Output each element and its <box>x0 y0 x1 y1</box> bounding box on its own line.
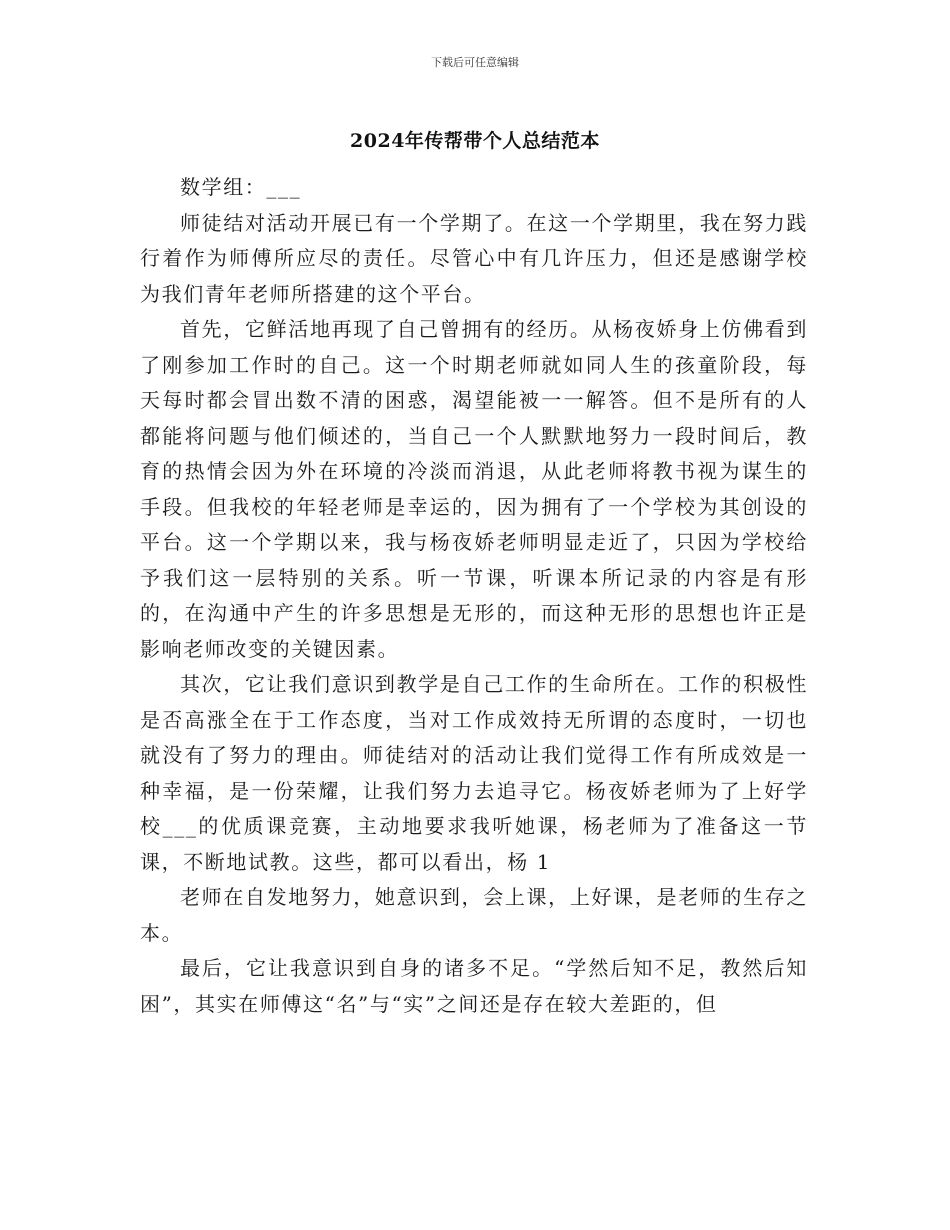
header-note: 下载后可任意编辑 <box>431 56 519 69</box>
document-body <box>140 170 808 1022</box>
paragraph: 最后，它让我意识到自身的诸多不足。“学然后知不足，教然后知困”，其实在师傅这“名”与“实”之间还是存在较大差距的，但 <box>140 956 808 1016</box>
paragraph: 师徒结对活动开展已有一个学期了。在这一个学期里，我在努力践行着作为师傅所应尽的责任。尽管心中有几许压力，但还是感谢学校为我们青年老师所搭建的这个平台。 <box>140 210 808 306</box>
document-title: 2024年传帮带个人总结范本 <box>350 130 600 152</box>
group-line: 数学组：___ <box>180 175 302 199</box>
paragraph: 老师在自发地努力，她意识到，会上课，上好课，是老师的生存之本。 <box>140 885 808 945</box>
paragraph: 首先，它鲜活地再现了自己曾拥有的经历。从杨夜娇身上仿佛看到了刚参加工作时的自己。这一个时期老师就如同人生的孩童阶段，每天每时都会冒出数不清的困惑，渴望能被一一解答。但不是所有的人都能将问题与他们倾述的，当自己一个人默默地努力一段时间后，教育的热情会因为外在环境的冷淡而消退，从此老师将教书视为谋生的手段。但我校的年轻老师是幸运的，因为拥有了一个学校为其创设的平台。这一个学期以来，我与杨夜娇老师明显走近了，只因为学校给予我们这一层特别的关系。听一节课，听课本所记录的内容是有形的，在沟通中产生的许多思想是无形的，而这种无形的思想也许正是影响老师改变的关键因素。 <box>140 317 808 661</box>
paragraph: 其次，它让我们意识到教学是自己工作的生命所在。工作的积极性是否高涨全在于工作态度，当对工作成效持无所谓的态度时，一切也就没有了努力的理由。师徒结对的活动让我们觉得工作有所成效是一种幸福，是一份荣耀，让我们努力去追寻它。杨夜娇老师为了上好学校___的优质课竞赛，主动地要求我听她课，杨老师为了准备这一节课，不断地试教。这些，都可以看出，杨 1 <box>140 672 808 874</box>
